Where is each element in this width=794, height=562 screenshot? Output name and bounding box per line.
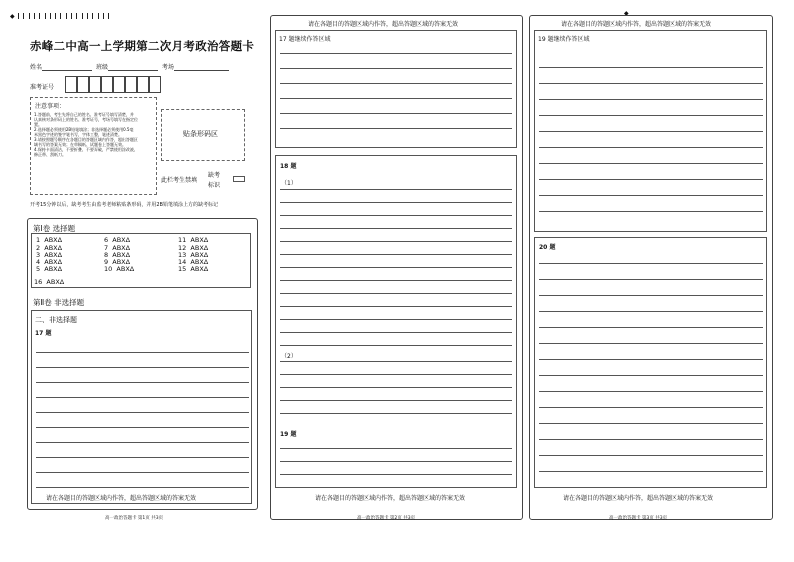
absent-label-1: 缺考	[208, 172, 221, 179]
room-field[interactable]	[174, 63, 229, 71]
q18-q19-area[interactable]	[275, 155, 517, 488]
q19-continue-area[interactable]	[534, 30, 767, 232]
column-3	[529, 0, 794, 562]
tick-mark	[103, 13, 104, 19]
tick-bar	[10, 12, 110, 22]
notice-title: 注意事项：	[35, 103, 66, 110]
absent-note: 此栏考生禁填	[161, 177, 198, 184]
section-1-title: 第Ⅰ卷 选择题	[33, 224, 76, 233]
mcq-area	[31, 233, 251, 288]
tick-mark	[23, 13, 24, 19]
mcq-item[interactable]: 7 ABXΔ	[104, 244, 131, 252]
absent-instruction: 开考15分钟以后，缺考考生由监考老师粘贴条形码，并用2B铅笔填涂上方的缺考标记	[30, 202, 218, 208]
mcq-item[interactable]: 10 ABXΔ	[104, 265, 135, 273]
student-info-row	[30, 62, 229, 71]
q18-part2-label: （2）	[281, 353, 297, 360]
class-field[interactable]	[108, 63, 158, 71]
mcq-item[interactable]: 3 ABXΔ	[36, 251, 63, 259]
q19-continue-label: 19 题继续作答区域	[538, 36, 590, 43]
footer-page-3: 高一政治答题卡 第3页 共3页	[609, 516, 668, 521]
corner-mark-icon: ◆	[10, 13, 15, 20]
warning-bottom-column-3: 请在各题目的答题区域内作答，超出答题区域的答案无效	[563, 495, 714, 502]
exam-id-label: 准考证号	[30, 84, 55, 91]
tick-mark	[66, 13, 67, 19]
warning-top-column-3: 请在各题目的答题区域内作答，超出答题区域的答案无效	[561, 21, 712, 28]
tick-mark	[108, 13, 109, 19]
q17-label: 17 题	[35, 330, 52, 337]
q19-label: 19 题	[280, 431, 297, 438]
mcq-item[interactable]: 11 ABXΔ	[178, 236, 209, 244]
tick-mark	[29, 13, 30, 19]
tick-mark	[76, 13, 77, 19]
absent-label-2: 标识	[208, 182, 221, 189]
section-2-subtitle: 二、非选择题	[35, 316, 77, 324]
q17-continue-area[interactable]	[275, 30, 517, 148]
absent-checkbox[interactable]	[233, 176, 245, 182]
name-label: 姓名	[30, 64, 43, 71]
mcq-item[interactable]: 9 ABXΔ	[104, 258, 131, 266]
column-1	[0, 0, 265, 562]
tick-mark	[18, 13, 19, 19]
q20-answer-area[interactable]	[534, 237, 767, 488]
barcode-area	[161, 109, 245, 161]
mcq-item[interactable]: 16 ABXΔ	[34, 278, 65, 286]
tick-mark	[71, 13, 72, 19]
warning-column-1: 请在各题目的答题区域内作答，超出答题区域的答案无效	[46, 495, 197, 502]
warning-top-column-2: 请在各题目的答题区域内作答，超出答题区域的答案无效	[308, 21, 459, 28]
tick-mark	[55, 13, 56, 19]
barcode-label: 贴条形码区	[183, 130, 218, 138]
corner-mark-icon: ◆	[624, 10, 629, 17]
column-2	[265, 0, 529, 562]
tick-mark	[92, 13, 93, 19]
mcq-item[interactable]: 14 ABXΔ	[178, 258, 209, 266]
mcq-item[interactable]: 4 ABXΔ	[36, 258, 63, 266]
q17-continue-label: 17 题继续作答区域	[279, 36, 331, 43]
tick-mark	[45, 13, 46, 19]
mcq-item[interactable]: 5 ABXΔ	[36, 265, 63, 273]
exam-id-grid[interactable]	[65, 76, 185, 94]
mcq-item[interactable]: 2 ABXΔ	[36, 244, 63, 252]
warning-bottom-column-2: 请在各题目的答题区域内作答，超出答题区域的答案无效	[315, 495, 466, 502]
tick-mark	[34, 13, 35, 19]
tick-mark	[82, 13, 83, 19]
name-field[interactable]	[42, 63, 92, 71]
tick-mark	[39, 13, 40, 19]
mcq-item[interactable]: 13 ABXΔ	[178, 251, 209, 259]
tick-mark	[60, 13, 61, 19]
q20-label: 20 题	[539, 244, 556, 251]
q18-label: 18 题	[280, 163, 297, 170]
mcq-item[interactable]: 12 ABXΔ	[178, 244, 209, 252]
page-title: 赤峰二中高一上学期第二次月考政治答题卡	[30, 39, 255, 53]
mcq-item[interactable]: 1 ABXΔ	[36, 236, 63, 244]
tick-mark	[87, 13, 88, 19]
room-label: 考场	[161, 64, 174, 71]
mcq-item[interactable]: 15 ABXΔ	[178, 265, 209, 273]
q18-part1-label: （1）	[281, 180, 297, 187]
footer-page-1: 高一政治答题卡 第1页 共3页	[105, 516, 164, 521]
q17-answer-area[interactable]	[31, 310, 252, 504]
footer-page-2: 高一政治答题卡 第2页 共3页	[357, 516, 416, 521]
section-2-title: 第Ⅱ卷 非选择题	[33, 298, 85, 307]
tick-mark	[50, 13, 51, 19]
notice-box	[30, 97, 157, 195]
notice-text: 1.答题前，考生先将自己的姓名、准考证号填写清楚，并 认真核对条形码上的姓名、准考证号，考场号填写在指定位 置。 2.选择题必须使用2B铅笔填涂；非选择题必须使用0.5毫 米黑色字迹的签字笔书写，字体工整，笔迹清楚。 3.请按照题号顺序在各题目的答题区域内作答，超出答题区 域书写的答案无效；在草稿纸、试题卷上答题无效。 4.保持卡面清洁，不要折叠、不要弄破，严禁使用涂改液、 修正带、刮纸刀。	[34, 112, 138, 157]
tick-mark	[98, 13, 99, 19]
mcq-item[interactable]: 6 ABXΔ	[104, 236, 131, 244]
class-label: 班级	[95, 64, 108, 71]
mcq-item[interactable]: 8 ABXΔ	[104, 251, 131, 259]
